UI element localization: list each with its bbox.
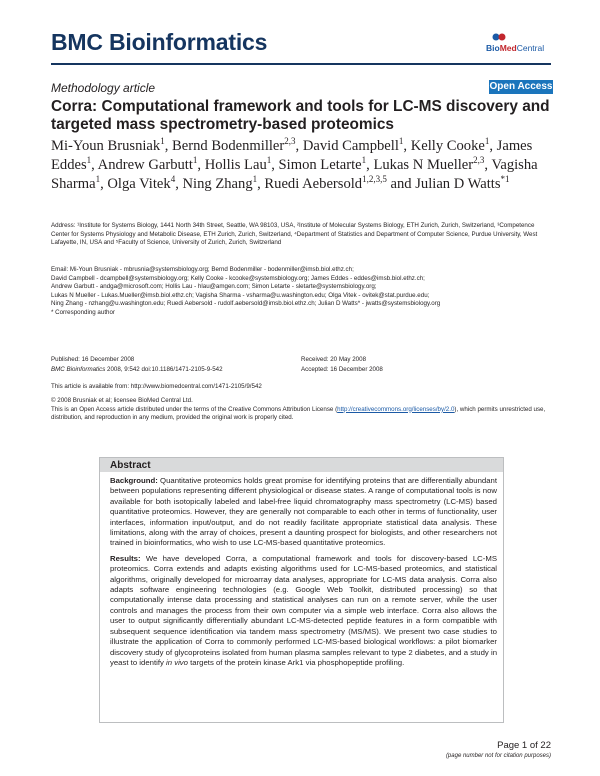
- results-italic: in vivo: [166, 657, 188, 667]
- author-affiliation: 1,2,3,5: [362, 174, 387, 185]
- logo-bio: Bio: [486, 43, 500, 53]
- author-separator: ,: [271, 157, 279, 173]
- background-label: Background:: [110, 476, 158, 485]
- author-item: [411, 138, 497, 154]
- header-rule: [51, 63, 551, 65]
- abstract-box: [99, 457, 504, 723]
- copyright: © 2008 Brusniak et al; licensee BioMed Central Ltd.: [51, 397, 193, 404]
- author-name: Vagisha Sharma: [51, 157, 538, 192]
- corresponding-author-note: * Corresponding author: [51, 308, 115, 316]
- author-affiliation: 2,3: [284, 136, 296, 147]
- author-affiliation: 1: [398, 136, 404, 147]
- author-affiliation: 1: [484, 136, 490, 147]
- author-addresses: Address: ¹Institute for Systems Biology, 1441 North 34th Street, Seattle, WA 98103, USA, ²Institute of Molecular Systems Biology, ETH Zurich, Zurich, Switzerland, ³Competence Center for Systems Physiology and Metabolic Disease, ETH Zurich, Zurich, Switzerland, ⁴Department of Statistics and Department of Computer Science, Purdue University, West Lafayette, IN, USA and ⁵Faculty of Science, University of Zurich, Zurich, Switzerland: [51, 222, 538, 247]
- results-text-end: targets of the protein kinase Ark1 via phosphopeptide profiling.: [187, 657, 405, 667]
- author-affiliation: 1: [192, 155, 198, 166]
- abstract-results: [110, 554, 497, 668]
- author-separator: ,: [489, 138, 497, 154]
- page-number: Page 1 of 22: [497, 740, 551, 751]
- license-block: [51, 397, 551, 423]
- logo-med: Med: [499, 43, 517, 53]
- author-separator: ,: [295, 138, 303, 154]
- author-item: [183, 176, 265, 192]
- abstract-text: [110, 476, 497, 673]
- email-line: Email: Mi-Youn Brusniak - mbrusnia@systemsbiology.org; Bernd Bodenmiller - bodenmiller@imsb.biol.ethz.ch;: [51, 266, 354, 273]
- author-name: Mi-Youn Brusniak: [51, 138, 161, 154]
- author-name: Hollis Lau: [204, 157, 267, 173]
- author-name: Julian D Watts: [415, 176, 501, 192]
- article-type: Methodology article: [51, 81, 156, 95]
- author-item: [303, 138, 411, 154]
- page-number-note: (page number not for citation purposes): [445, 753, 551, 759]
- email-line: Ning Zhang - nzhang@u.washington.edu; Ruedi Aebersold - rudolf.aebersold@imsb.biol.ethz.ch; Julian D Watts* - jwatts@systemsbiology.org: [51, 300, 441, 308]
- background-text: Quantitative proteomics holds great promise for identifying proteins that are differentially abundant between populations representing different physiological or disease states. A range of computational tools is now available for both isotopically labeled and label-free liquid chromatography mass spectrometry (LC-MS) based quantitative proteomics. However, they are generally not comparable to each other in terms of functionality, user interfaces, information input/output, and do not readily facilitate appropriate statistical data analysis. These limitations, along with the array of choices, present a daunting prospect for biologists, and other researchers not trained in bioinformatics, who wish to use LC-MS-based quantitative proteomics.: [110, 476, 497, 548]
- author-affiliation: 1: [160, 136, 165, 147]
- author-name: David Campbell: [302, 138, 399, 154]
- journal-title: BMC Bioinformatics: [51, 29, 268, 55]
- author-item: [279, 157, 374, 173]
- biomed-central-logo-icon: [492, 32, 506, 42]
- results-label: Results:: [110, 553, 141, 563]
- author-affiliation: 4: [170, 174, 176, 185]
- author-item: [107, 176, 182, 192]
- citation: [51, 366, 291, 376]
- article-title: Corra: Computational framework and tools for LC-MS discovery and targeted mass spectrometry-based proteomics: [51, 98, 550, 133]
- author-name: Ruedi Aebersold: [264, 176, 363, 192]
- author-name: James Eddes: [51, 138, 533, 173]
- author-item: [172, 138, 303, 154]
- accepted-date: Accepted: 16 December 2008: [301, 366, 383, 373]
- author-separator: ,: [100, 176, 108, 192]
- author-separator: ,: [403, 138, 411, 154]
- author-name: Lukas N Mueller: [373, 157, 474, 173]
- author-separator: ,: [175, 176, 183, 192]
- article-url[interactable]: This article is available from: http://www.biomedcentral.com/1471-2105/9/542: [51, 383, 262, 390]
- author-item: [373, 157, 491, 173]
- doi: doi:10.1186/1471-2105-9-542: [141, 366, 223, 373]
- author-name: Bernd Bodenmiller: [172, 138, 285, 154]
- author-name: Andrew Garbutt: [97, 157, 193, 173]
- author-name: Kelly Cooke: [410, 138, 485, 154]
- email-line: Lukas N Mueller - Lukas.Mueller@imsb.biol.ethz.ch; Vagisha Sharma - vsharma@u.washington.edu; Olga Vitek - ovitek@stat.purdue.edu;: [51, 291, 430, 299]
- author-name: Ning Zhang: [182, 176, 253, 192]
- publication-info: [51, 356, 291, 376]
- author-separator: ,: [366, 157, 374, 173]
- author-emails: [51, 266, 551, 318]
- author-separator: ,: [164, 138, 172, 154]
- author-affiliation: 1: [266, 155, 272, 166]
- email-line: Andrew Garbutt - andga@microsoft.com; Hollis Lau - hlau@amgen.com; Simon Letarte - sletarte@systemsbiology.org;: [51, 283, 377, 291]
- license-text: [51, 406, 551, 423]
- author-separator: ,: [91, 157, 98, 173]
- author-affiliation: 2,3: [473, 155, 485, 166]
- received-date: Received: 20 May 2008: [301, 356, 367, 363]
- author-separator: ,: [197, 157, 205, 173]
- author-affiliation: 1: [95, 174, 101, 185]
- author-name: Simon Letarte: [278, 157, 362, 173]
- author-separator: ,: [484, 157, 492, 173]
- abstract-header: [100, 458, 503, 472]
- citation-journal: BMC Bioinformatics: [51, 366, 106, 373]
- published-date: Published: 16 December 2008: [51, 356, 135, 363]
- author-name: Olga Vitek: [107, 176, 171, 192]
- author-separator: and: [386, 176, 416, 192]
- abstract-title: Abstract: [110, 460, 151, 471]
- author-item: [415, 176, 509, 192]
- open-access-badge: Open Access: [489, 81, 553, 92]
- license-link[interactable]: http://creativecommons.org/licenses/by/2.0: [337, 405, 455, 413]
- author-item: [51, 138, 172, 154]
- email-line: David Campbell - dcampbell@systemsbiology.org; Kelly Cooke - kcooke@systemsbiology.org; James Eddes - eddes@imsb.biol.ethz.ch;: [51, 274, 425, 282]
- license-text-before: This is an Open Access article distributed under the terms of the Creative Commons Attribution License (: [51, 405, 338, 413]
- author-item: [98, 157, 205, 173]
- author-affiliation: 1: [86, 155, 92, 166]
- author-item: [264, 176, 415, 192]
- author-affiliation: 1: [361, 155, 367, 166]
- author-item: [205, 157, 279, 173]
- author-affiliation: *1: [500, 174, 510, 185]
- author-list: [51, 137, 556, 194]
- author-affiliation: 1: [252, 174, 258, 185]
- author-separator: ,: [257, 176, 265, 192]
- citation-volume: 2008, 9:542: [105, 366, 140, 373]
- abstract-background: [110, 476, 497, 549]
- biomed-central-logo: [486, 32, 552, 53]
- license-text-after: ), which permits unrestricted use, distribution, and reproduction in any medium, provided the original work is properly cited.: [51, 405, 546, 422]
- publication-dates: [301, 356, 551, 376]
- results-text: We have developed Corra, a computational framework and tools for discovery-based LC-MS proteomics. Corra extends and adapts existing algorithms used for LC-MS-based proteomics, and statistical algorithms, originally developed for microarray data analyses, appropriate for LC-MS data analysis. Corra also adapts software engineering technologies (e.g. Google Web Toolkit, distributed processing) so that computationally intense data processing and statistical analyses can run on a remote server, while the user controls and manages the process from their own computer via a simple web interface. Corra also allows the user to output significantly differentially abundant LC-MS-detected peptide features in a form compatible with subsequent sequence identification via tandem mass spectrometry (MS/MS). We present two case studies to illustrate the application of Corra to commonly performed LC-MS-based biological workflows: a pilot biomarker discovery study of glycoproteins isolated from human plasma samples relevant to type 2 diabetes, and a study in yeast to identify: [110, 553, 497, 667]
- logo-central: Central: [516, 43, 545, 53]
